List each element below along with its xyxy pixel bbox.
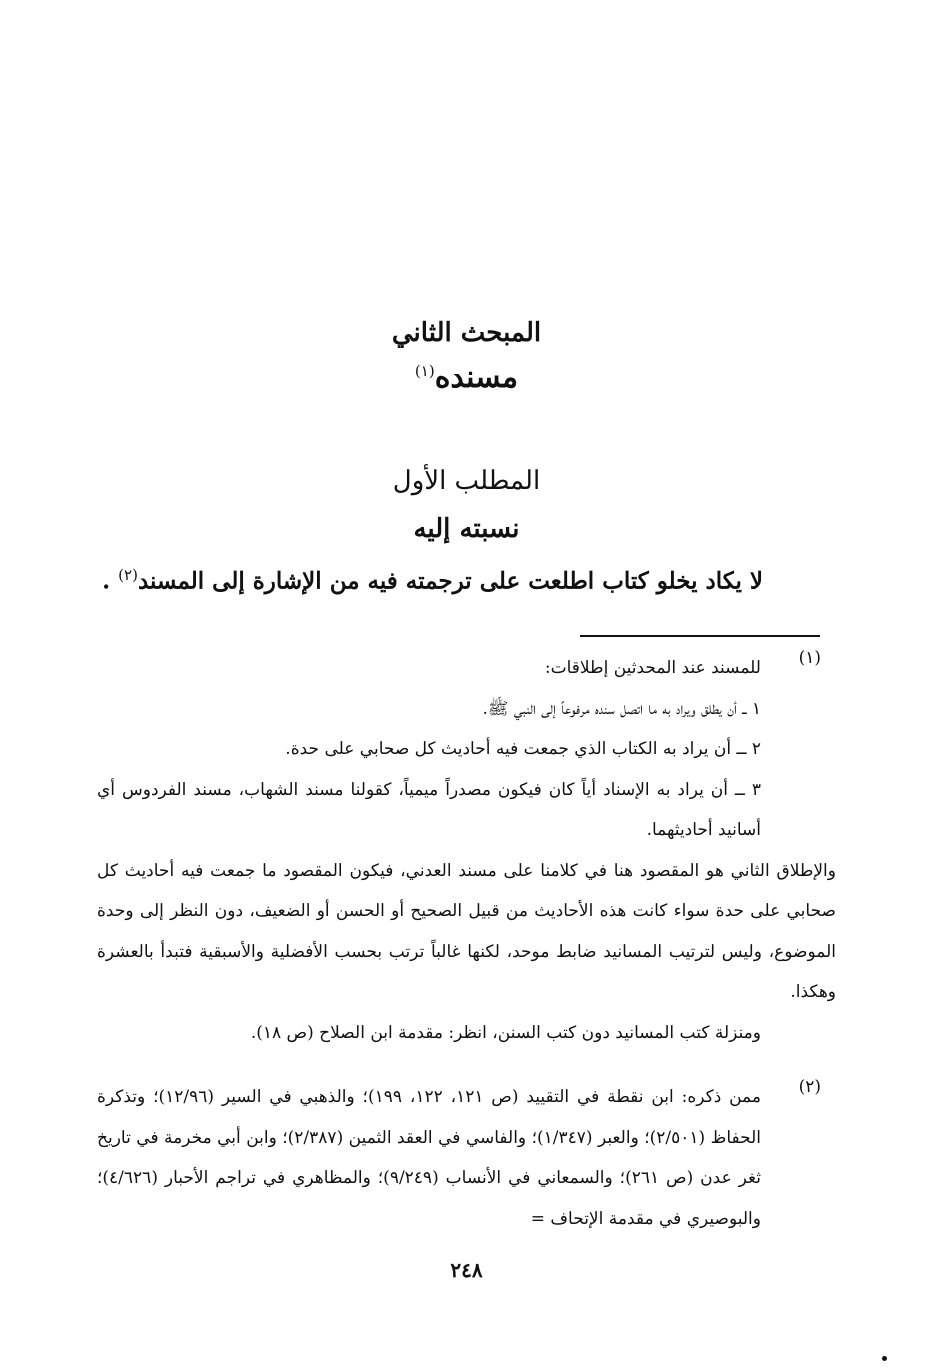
footnote-ref-2: (٢) [118, 566, 138, 584]
footnote-1-line: ١ ــ أن يطلق ويراد به ما اتصل سنده مرفوعاً إلى النبي ﷺ. [482, 698, 761, 719]
footnote-1-line: ٣ ــ أن يراد به الإسناد أياً كان فيكون مصدراً ميمياً، كقولنا مسند الشهاب، مسند الفردوس أي أسانيد أحاديثهما. [97, 779, 761, 840]
footnote-1-paragraph: والإطلاق الثاني هو المقصود هنا في كلامنا على مسند العدني، فيكون المقصود ما جمعت فيه أحاديث كل صحابي على حدة سواء كانت هذه الأحاديث من قبيل الصحيح أو الحسن أو الضعيف، دون النظر إلى وحدة الموضوع، وليس لترتيب المسانيد ضابط موحد، لكنها غالباً ترتب بحسب الأفضلية والأسبقية فتبدأ بالعشرة وهكذا. [97, 860, 836, 1002]
musnad-title: مسنده [434, 360, 519, 395]
subsection-subtitle [0, 514, 933, 544]
footnote-ref-1: (١) [414, 362, 435, 380]
subsection-subtitle-text: نسبته إليه [413, 514, 520, 544]
subsection-heading [0, 466, 933, 496]
subsection-title: المطلب الأول [392, 466, 541, 496]
intro-paragraph [83, 566, 763, 595]
scan-speck [882, 1356, 887, 1361]
footnote-2 [97, 1077, 761, 1239]
footnote-2-text: ممن ذكره: ابن نقطة في التقييد (ص ١٢١، ١٢٢، ١٩٩)؛ والذهبي في السير (١٢/٩٦)؛ وتذكرة الحفاظ (٢/٥٠١)؛ والعبر (١/٣٤٧)؛ والفاسي في العقد الثمين (٢/٣٨٧)؛ وابن أبي مخرمة في تاريخ ثغر عدن (ص ٢٦١)؛ والسمعاني في الأنساب (٩/٢٤٩)؛ والمظاهري في تراجم الأحبار (٤/٦٢٦)؛ والبوصيري في مقدمة الإتحاف = [97, 1087, 761, 1229]
page-number: ٢٤٨ [450, 1258, 483, 1282]
footnote-1-line: للمسند عند المحدثين إطلاقات: [544, 658, 761, 678]
footnote-1 [97, 648, 836, 1053]
intro-tail: . [102, 567, 119, 595]
musnad-heading [0, 360, 933, 395]
footnote-1-marker: (١) [798, 648, 821, 668]
footnote-1-line: ٢ ــ أن يراد به الكتاب الذي جمعت فيه أحاديث كل صحابي على حدة. [285, 739, 761, 759]
footnote-separator [580, 635, 820, 637]
intro-text: لا يكاد يخلو كتاب اطلعت على ترجمته فيه من الإشارة إلى المسند [137, 567, 763, 595]
section-title: المبحث الثاني [391, 318, 542, 348]
footnote-2-marker: (٢) [798, 1077, 821, 1097]
section-heading [0, 318, 933, 348]
footnote-1-line: ومنزلة كتب المسانيد دون كتب السنن، انظر: مقدمة ابن الصلاح (ص ١٨). [250, 1022, 761, 1043]
